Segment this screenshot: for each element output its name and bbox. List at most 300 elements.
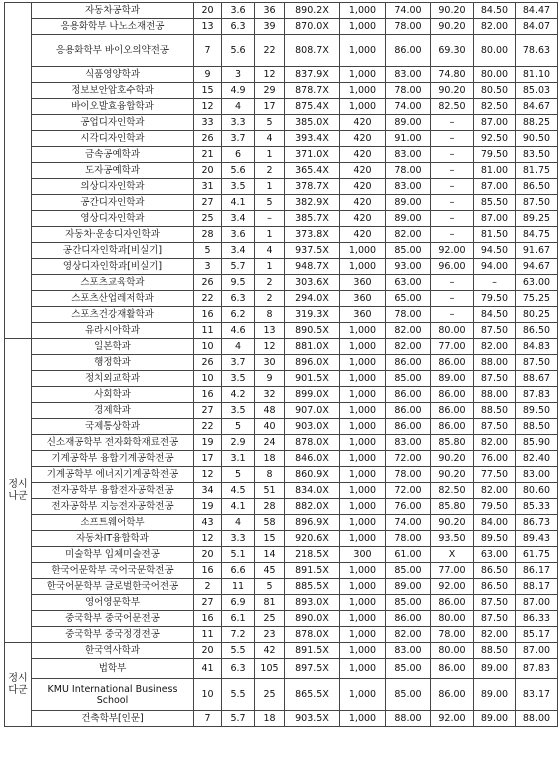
value-cell: 18 bbox=[255, 711, 285, 727]
value-cell: 420 bbox=[340, 211, 386, 227]
value-cell: 878.0X bbox=[285, 435, 340, 451]
value-cell: 41 bbox=[194, 659, 222, 679]
value-cell: 77.00 bbox=[431, 563, 474, 579]
value-cell: 89.00 bbox=[386, 195, 431, 211]
value-cell: 890.5X bbox=[285, 323, 340, 339]
value-cell: 85.50 bbox=[474, 195, 516, 211]
value-cell: 80.00 bbox=[474, 35, 516, 67]
value-cell: 1,000 bbox=[340, 19, 386, 35]
table-row bbox=[5, 147, 558, 163]
value-cell: 82.00 bbox=[474, 19, 516, 35]
value-cell: 84.00 bbox=[474, 515, 516, 531]
value-cell: 25 bbox=[255, 611, 285, 627]
value-cell: 90.20 bbox=[431, 83, 474, 99]
value-cell: 86.50 bbox=[474, 563, 516, 579]
value-cell: 373.8X bbox=[285, 227, 340, 243]
value-cell: 78.00 bbox=[386, 19, 431, 35]
table-row bbox=[5, 195, 558, 211]
value-cell: 3.7 bbox=[222, 355, 255, 371]
value-cell: 26 bbox=[194, 355, 222, 371]
value-cell: 5 bbox=[255, 195, 285, 211]
value-cell: 382.9X bbox=[285, 195, 340, 211]
value-cell: 878.0X bbox=[285, 627, 340, 643]
value-cell: 360 bbox=[340, 291, 386, 307]
table-row bbox=[5, 499, 558, 515]
value-cell: 82.50 bbox=[431, 483, 474, 499]
value-cell: 1,000 bbox=[340, 259, 386, 275]
dept-cell: 유라시아학과 bbox=[32, 323, 194, 339]
value-cell: 9 bbox=[194, 67, 222, 83]
dept-cell: 사회학과 bbox=[32, 387, 194, 403]
value-cell: 3 bbox=[222, 67, 255, 83]
value-cell: 87.50 bbox=[474, 323, 516, 339]
table-row bbox=[5, 19, 558, 35]
value-cell: 85.00 bbox=[386, 371, 431, 387]
value-cell: 5.6 bbox=[222, 35, 255, 67]
value-cell: 77.00 bbox=[431, 339, 474, 355]
value-cell: 303.6X bbox=[285, 275, 340, 291]
value-cell: 29 bbox=[255, 83, 285, 99]
dept-cell: 자동차공학과 bbox=[32, 3, 194, 19]
value-cell: 19 bbox=[194, 435, 222, 451]
dept-cell: 정보보안암호수학과 bbox=[32, 83, 194, 99]
value-cell: 420 bbox=[340, 147, 386, 163]
table-row bbox=[5, 531, 558, 547]
value-cell: 88.50 bbox=[516, 419, 558, 435]
dept-cell: 중국학부 중국어문전공 bbox=[32, 611, 194, 627]
dept-cell: 미술학부 입체미술전공 bbox=[32, 547, 194, 563]
value-cell: 87.50 bbox=[516, 355, 558, 371]
value-cell: 865.5X bbox=[285, 679, 340, 711]
value-cell: 4.2 bbox=[222, 387, 255, 403]
value-cell: 808.7X bbox=[285, 35, 340, 67]
value-cell: 86.33 bbox=[516, 611, 558, 627]
value-cell: 365.4X bbox=[285, 163, 340, 179]
value-cell: 90.20 bbox=[431, 515, 474, 531]
value-cell: 89.00 bbox=[386, 115, 431, 131]
value-cell: 420 bbox=[340, 115, 386, 131]
value-cell: 87.83 bbox=[516, 387, 558, 403]
value-cell: 1,000 bbox=[340, 3, 386, 19]
dept-cell: 스포츠산업레저학과 bbox=[32, 291, 194, 307]
value-cell: 12 bbox=[194, 99, 222, 115]
dept-cell: 자동차IT융합학과 bbox=[32, 531, 194, 547]
value-cell: – bbox=[431, 291, 474, 307]
dept-cell: 의상디자인학과 bbox=[32, 179, 194, 195]
value-cell: 86.00 bbox=[431, 387, 474, 403]
dept-cell: 기계공학부 융합기계공학전공 bbox=[32, 451, 194, 467]
value-cell: 82.40 bbox=[516, 451, 558, 467]
value-cell: 6.3 bbox=[222, 659, 255, 679]
value-cell: 4 bbox=[222, 515, 255, 531]
value-cell: 78.00 bbox=[386, 163, 431, 179]
dept-cell: 스포츠교육학과 bbox=[32, 275, 194, 291]
dept-cell: 법학부 bbox=[32, 659, 194, 679]
table-row bbox=[5, 451, 558, 467]
value-cell: 16 bbox=[194, 563, 222, 579]
value-cell: 3.4 bbox=[222, 211, 255, 227]
value-cell: 82.00 bbox=[474, 339, 516, 355]
value-cell: 15 bbox=[194, 83, 222, 99]
value-cell: 82.50 bbox=[474, 99, 516, 115]
value-cell: 88.00 bbox=[386, 711, 431, 727]
value-cell: 84.50 bbox=[474, 3, 516, 19]
value-cell: 4.9 bbox=[222, 83, 255, 99]
value-cell: 882.0X bbox=[285, 499, 340, 515]
dept-cell: 응용화학부 나노소재전공 bbox=[32, 19, 194, 35]
value-cell: 20 bbox=[194, 643, 222, 659]
value-cell: 5.7 bbox=[222, 259, 255, 275]
value-cell: 8 bbox=[255, 467, 285, 483]
value-cell: 27 bbox=[194, 195, 222, 211]
value-cell: 79.50 bbox=[474, 499, 516, 515]
value-cell: 12 bbox=[194, 467, 222, 483]
value-cell: 34 bbox=[194, 483, 222, 499]
value-cell: 88.00 bbox=[474, 355, 516, 371]
table-row bbox=[5, 163, 558, 179]
value-cell: 27 bbox=[194, 403, 222, 419]
value-cell: 86.00 bbox=[431, 659, 474, 679]
value-cell: 80.50 bbox=[474, 83, 516, 99]
table-row bbox=[5, 339, 558, 355]
value-cell: 360 bbox=[340, 307, 386, 323]
value-cell: 87.50 bbox=[474, 611, 516, 627]
value-cell: 87.83 bbox=[516, 659, 558, 679]
dept-cell: 응용화학부 바이오의약전공 bbox=[32, 35, 194, 67]
value-cell: 10 bbox=[194, 339, 222, 355]
value-cell: 42 bbox=[255, 643, 285, 659]
value-cell: 88.25 bbox=[516, 115, 558, 131]
value-cell: 81.75 bbox=[516, 163, 558, 179]
value-cell: 870.0X bbox=[285, 19, 340, 35]
table-row bbox=[5, 387, 558, 403]
value-cell: 1 bbox=[255, 259, 285, 275]
admission-results-table bbox=[4, 2, 558, 727]
value-cell: 300 bbox=[340, 547, 386, 563]
value-cell: 75.25 bbox=[516, 291, 558, 307]
value-cell: – bbox=[431, 163, 474, 179]
group-cell: 정시 나군 bbox=[5, 339, 32, 643]
dept-cell: KMU International Business School bbox=[32, 679, 194, 711]
value-cell: 4.5 bbox=[222, 483, 255, 499]
value-cell: 65.00 bbox=[386, 291, 431, 307]
table-row bbox=[5, 711, 558, 727]
value-cell: 94.00 bbox=[474, 259, 516, 275]
value-cell: 378.7X bbox=[285, 179, 340, 195]
value-cell: 393.4X bbox=[285, 131, 340, 147]
dept-cell: 영어영문학부 bbox=[32, 595, 194, 611]
table-row bbox=[5, 307, 558, 323]
value-cell: 87.00 bbox=[516, 595, 558, 611]
value-cell: 24 bbox=[255, 435, 285, 451]
table-row bbox=[5, 275, 558, 291]
table-row bbox=[5, 3, 558, 19]
value-cell: 96.00 bbox=[431, 259, 474, 275]
value-cell: 93.50 bbox=[431, 531, 474, 547]
value-cell: 87.00 bbox=[474, 179, 516, 195]
dept-cell: 공간디자인학과[비실기] bbox=[32, 243, 194, 259]
value-cell: – bbox=[431, 147, 474, 163]
value-cell: 26 bbox=[194, 131, 222, 147]
value-cell: 1,000 bbox=[340, 499, 386, 515]
dept-cell: 한국역사학과 bbox=[32, 643, 194, 659]
value-cell: 28 bbox=[255, 499, 285, 515]
value-cell: 7.2 bbox=[222, 627, 255, 643]
value-cell: 420 bbox=[340, 179, 386, 195]
dept-cell: 기계공학부 에너지기계공학전공 bbox=[32, 467, 194, 483]
value-cell: 86.00 bbox=[386, 403, 431, 419]
table-row bbox=[5, 35, 558, 67]
dept-cell: 공간디자인학과 bbox=[32, 195, 194, 211]
value-cell: 1 bbox=[255, 147, 285, 163]
value-cell: 1,000 bbox=[340, 659, 386, 679]
value-cell: 7 bbox=[194, 711, 222, 727]
value-cell: 94.50 bbox=[474, 243, 516, 259]
value-cell: 948.7X bbox=[285, 259, 340, 275]
value-cell: 3.3 bbox=[222, 531, 255, 547]
value-cell: 1,000 bbox=[340, 579, 386, 595]
value-cell: – bbox=[431, 131, 474, 147]
value-cell: 86.50 bbox=[516, 179, 558, 195]
value-cell: 63.00 bbox=[474, 547, 516, 563]
value-cell: 74.00 bbox=[386, 99, 431, 115]
value-cell: 80.60 bbox=[516, 483, 558, 499]
table-row bbox=[5, 627, 558, 643]
value-cell: 58 bbox=[255, 515, 285, 531]
value-cell: 2 bbox=[255, 291, 285, 307]
value-cell: 81 bbox=[255, 595, 285, 611]
dept-cell: 공업디자인학과 bbox=[32, 115, 194, 131]
dept-cell: 신소재공학부 전자화학재료전공 bbox=[32, 435, 194, 451]
value-cell: 85.80 bbox=[431, 499, 474, 515]
value-cell: 901.5X bbox=[285, 371, 340, 387]
value-cell: 84.67 bbox=[516, 99, 558, 115]
value-cell: 48 bbox=[255, 403, 285, 419]
value-cell: 1 bbox=[255, 227, 285, 243]
table-row bbox=[5, 67, 558, 83]
value-cell: 3.1 bbox=[222, 451, 255, 467]
value-cell: 87.50 bbox=[516, 195, 558, 211]
table-row bbox=[5, 483, 558, 499]
value-cell: 17 bbox=[255, 99, 285, 115]
value-cell: 13 bbox=[194, 19, 222, 35]
value-cell: 82.00 bbox=[474, 483, 516, 499]
value-cell: 89.50 bbox=[474, 531, 516, 547]
value-cell: 83.00 bbox=[386, 179, 431, 195]
value-cell: 8 bbox=[255, 307, 285, 323]
value-cell: 81.50 bbox=[474, 227, 516, 243]
value-cell: 11 bbox=[194, 627, 222, 643]
value-cell: 385.0X bbox=[285, 115, 340, 131]
value-cell: 1,000 bbox=[340, 339, 386, 355]
table-row bbox=[5, 83, 558, 99]
table-row bbox=[5, 643, 558, 659]
value-cell: 84.50 bbox=[474, 307, 516, 323]
value-cell: 12 bbox=[194, 531, 222, 547]
value-cell: 903.0X bbox=[285, 419, 340, 435]
value-cell: 16 bbox=[194, 307, 222, 323]
value-cell: 94.67 bbox=[516, 259, 558, 275]
value-cell: 19 bbox=[194, 499, 222, 515]
value-cell: 88.50 bbox=[474, 403, 516, 419]
value-cell: 1,000 bbox=[340, 419, 386, 435]
value-cell: 4 bbox=[255, 243, 285, 259]
value-cell: 88.00 bbox=[516, 711, 558, 727]
value-cell: 18 bbox=[255, 451, 285, 467]
dept-cell: 자동차·운송디자인학과 bbox=[32, 227, 194, 243]
value-cell: 28 bbox=[194, 227, 222, 243]
value-cell: 1,000 bbox=[340, 611, 386, 627]
value-cell: 91.67 bbox=[516, 243, 558, 259]
value-cell: 89.43 bbox=[516, 531, 558, 547]
value-cell: 87.00 bbox=[516, 643, 558, 659]
dept-cell: 중국학부 중국정경전공 bbox=[32, 627, 194, 643]
value-cell: 907.0X bbox=[285, 403, 340, 419]
value-cell: 937.5X bbox=[285, 243, 340, 259]
value-cell: 420 bbox=[340, 163, 386, 179]
value-cell: 40 bbox=[255, 419, 285, 435]
value-cell: 83.00 bbox=[386, 435, 431, 451]
value-cell: 84.75 bbox=[516, 227, 558, 243]
value-cell: 891.5X bbox=[285, 643, 340, 659]
value-cell: 218.5X bbox=[285, 547, 340, 563]
value-cell: 78.00 bbox=[386, 531, 431, 547]
value-cell: 82.00 bbox=[474, 435, 516, 451]
value-cell: 85.33 bbox=[516, 499, 558, 515]
value-cell: 4 bbox=[222, 99, 255, 115]
value-cell: 92.50 bbox=[474, 131, 516, 147]
value-cell: 6.2 bbox=[222, 307, 255, 323]
value-cell: 85.80 bbox=[431, 435, 474, 451]
value-cell: 3.4 bbox=[222, 243, 255, 259]
dept-cell: 스포츠건강재활학과 bbox=[32, 307, 194, 323]
value-cell: 1,000 bbox=[340, 403, 386, 419]
value-cell: 77.50 bbox=[474, 467, 516, 483]
value-cell: – bbox=[431, 211, 474, 227]
value-cell: 27 bbox=[194, 595, 222, 611]
value-cell: 3 bbox=[194, 259, 222, 275]
group-cell: 정시 다군 bbox=[5, 643, 32, 727]
value-cell: 896.0X bbox=[285, 355, 340, 371]
value-cell: 834.0X bbox=[285, 483, 340, 499]
value-cell: 72.00 bbox=[386, 483, 431, 499]
value-cell: 885.5X bbox=[285, 579, 340, 595]
value-cell: 76.00 bbox=[474, 451, 516, 467]
value-cell: 11 bbox=[194, 323, 222, 339]
dept-cell: 건축학부[인문] bbox=[32, 711, 194, 727]
dept-cell: 한국어문학부 국어국문학전공 bbox=[32, 563, 194, 579]
value-cell: 893.0X bbox=[285, 595, 340, 611]
value-cell: 4.1 bbox=[222, 195, 255, 211]
value-cell: 83.00 bbox=[386, 67, 431, 83]
table-row bbox=[5, 115, 558, 131]
value-cell: 78.63 bbox=[516, 35, 558, 67]
value-cell: – bbox=[255, 211, 285, 227]
value-cell: 3.7 bbox=[222, 131, 255, 147]
value-cell: 3.3 bbox=[222, 115, 255, 131]
value-cell: 92.00 bbox=[431, 243, 474, 259]
value-cell: 1,000 bbox=[340, 643, 386, 659]
table-row bbox=[5, 403, 558, 419]
value-cell: 1,000 bbox=[340, 679, 386, 711]
value-cell: 88.00 bbox=[474, 387, 516, 403]
value-cell: 87.00 bbox=[474, 211, 516, 227]
value-cell: 875.4X bbox=[285, 99, 340, 115]
value-cell: 80.00 bbox=[431, 643, 474, 659]
value-cell: 86.50 bbox=[516, 323, 558, 339]
value-cell: 25 bbox=[194, 211, 222, 227]
value-cell: 23 bbox=[255, 627, 285, 643]
value-cell: 85.00 bbox=[386, 595, 431, 611]
value-cell: 74.80 bbox=[431, 67, 474, 83]
table-row bbox=[5, 243, 558, 259]
value-cell: 82.00 bbox=[474, 627, 516, 643]
table-row bbox=[5, 659, 558, 679]
value-cell: – bbox=[431, 179, 474, 195]
value-cell: 7 bbox=[194, 35, 222, 67]
value-cell: 86.00 bbox=[431, 679, 474, 711]
value-cell: 420 bbox=[340, 131, 386, 147]
value-cell: 105 bbox=[255, 659, 285, 679]
value-cell: 319.3X bbox=[285, 307, 340, 323]
dept-cell: 금속공예학과 bbox=[32, 147, 194, 163]
value-cell: 1,000 bbox=[340, 531, 386, 547]
value-cell: 91.00 bbox=[386, 131, 431, 147]
value-cell: 25 bbox=[255, 679, 285, 711]
value-cell: 33 bbox=[194, 115, 222, 131]
value-cell: 76.00 bbox=[386, 499, 431, 515]
value-cell: 360 bbox=[340, 275, 386, 291]
value-cell: 891.5X bbox=[285, 563, 340, 579]
value-cell: 89.25 bbox=[516, 211, 558, 227]
value-cell: 85.00 bbox=[386, 563, 431, 579]
value-cell: 4.6 bbox=[222, 323, 255, 339]
value-cell: 26 bbox=[194, 275, 222, 291]
value-cell: 1 bbox=[255, 179, 285, 195]
dept-cell: 일본학과 bbox=[32, 339, 194, 355]
value-cell: 86.00 bbox=[386, 611, 431, 627]
value-cell: 15 bbox=[255, 531, 285, 547]
value-cell: 45 bbox=[255, 563, 285, 579]
value-cell: 31 bbox=[194, 179, 222, 195]
value-cell: 1,000 bbox=[340, 83, 386, 99]
value-cell: 89.00 bbox=[474, 659, 516, 679]
value-cell: – bbox=[431, 115, 474, 131]
value-cell: 36 bbox=[255, 3, 285, 19]
value-cell: 5.5 bbox=[222, 679, 255, 711]
table-body bbox=[5, 3, 558, 727]
value-cell: 22 bbox=[255, 35, 285, 67]
value-cell: 12 bbox=[255, 339, 285, 355]
value-cell: 93.00 bbox=[386, 259, 431, 275]
value-cell: 69.30 bbox=[431, 35, 474, 67]
value-cell: 20 bbox=[194, 163, 222, 179]
dept-cell: 바이오발효융합학과 bbox=[32, 99, 194, 115]
value-cell: 83.00 bbox=[386, 643, 431, 659]
value-cell: 12 bbox=[255, 67, 285, 83]
value-cell: 86.00 bbox=[431, 595, 474, 611]
value-cell: 63.00 bbox=[386, 275, 431, 291]
value-cell: 10 bbox=[194, 679, 222, 711]
value-cell: 80.00 bbox=[431, 611, 474, 627]
value-cell: 86.00 bbox=[386, 35, 431, 67]
value-cell: 86.00 bbox=[431, 355, 474, 371]
value-cell: 11 bbox=[222, 579, 255, 595]
value-cell: 371.0X bbox=[285, 147, 340, 163]
value-cell: 1,000 bbox=[340, 515, 386, 531]
value-cell: 87.50 bbox=[474, 371, 516, 387]
value-cell: 84.83 bbox=[516, 339, 558, 355]
